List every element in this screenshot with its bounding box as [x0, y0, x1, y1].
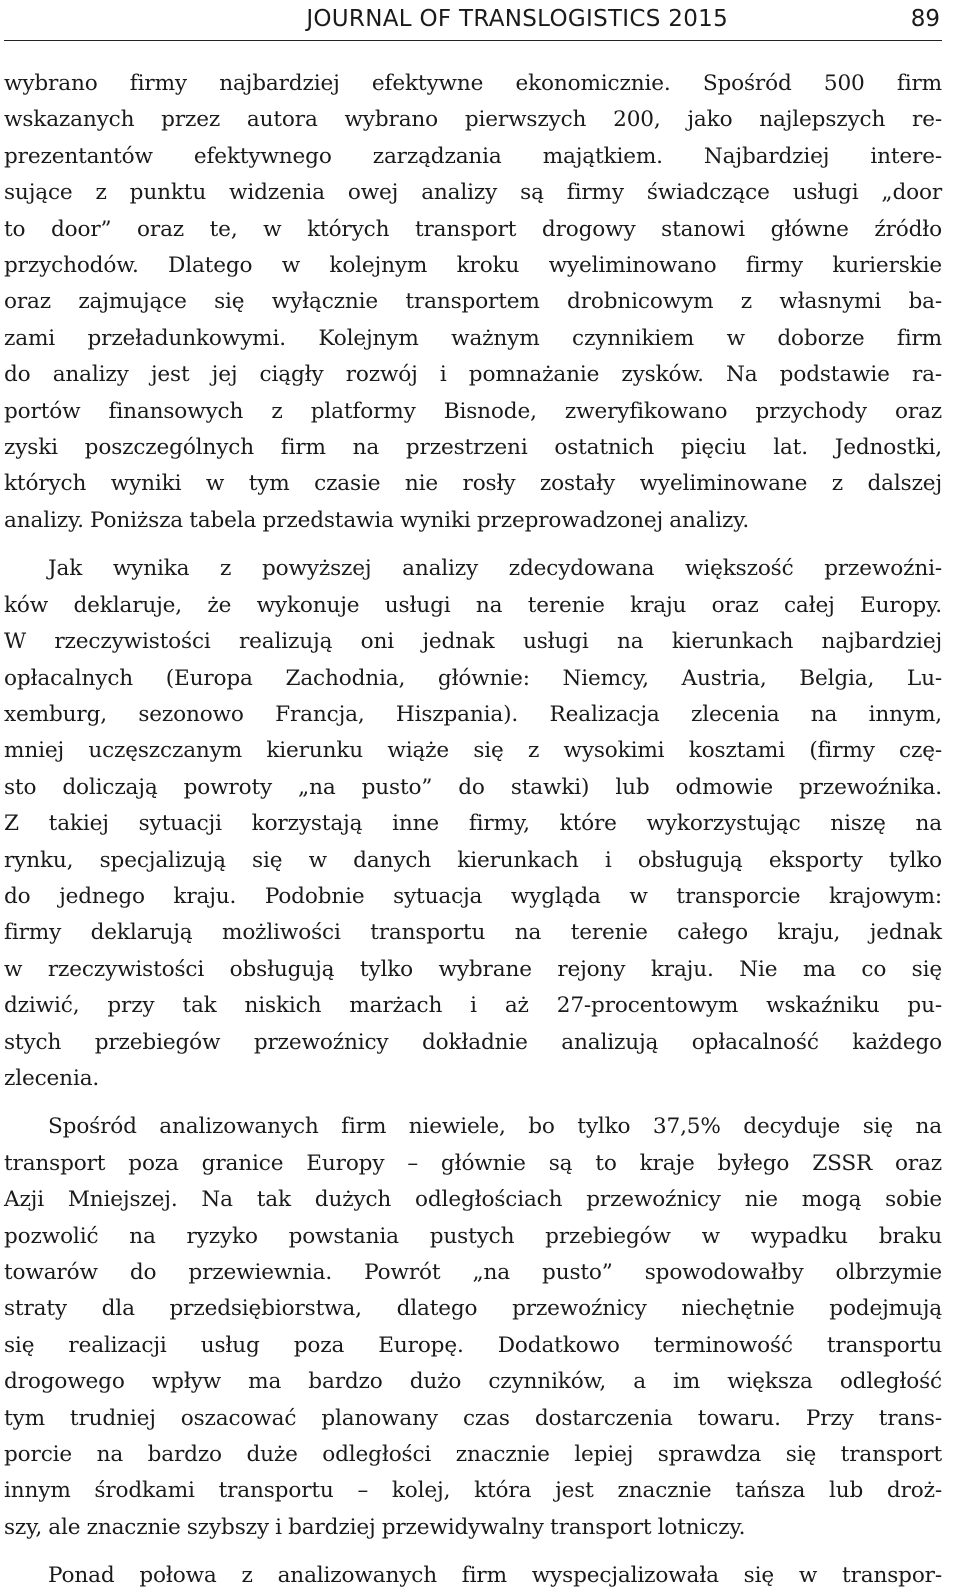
text-line: opłacalnych (Europa Zachodnia, głównie: Niemcy, Austria, Belgia, Lu-: [4, 665, 942, 691]
text-line: Ponad połowa z analizowanych firm wyspecjalizowała się w transpor-: [48, 1563, 942, 1589]
text-line: zami przeładunkowymi. Kolejnym ważnym czynnikiem w doborze firm: [4, 325, 942, 351]
text-line: analizy. Poniższa tabela przedstawia wyniki przeprowadzonej analizy.: [4, 507, 750, 533]
text-line: zyski poszczególnych firm na przestrzeni ostatnich pięciu lat. Jednostki,: [4, 435, 942, 461]
text-line: się realizacji usług poza Europę. Dodatkowo terminowość transportu: [4, 1332, 942, 1358]
text-line: transport poza granice Europy – głównie są to kraje byłego ZSSR oraz: [4, 1150, 942, 1176]
text-line: Z takiej sytuacji korzystają inne firmy, które wykorzystując niszę na: [4, 811, 942, 837]
text-line: pozwolić na ryzyko powstania pustych przebiegów w wypadku braku: [4, 1223, 942, 1249]
text-line: mniej uczęszczanym kierunku wiąże się z wysokimi kosztami (firmy czę-: [4, 738, 942, 764]
paragraph: [4, 1558, 942, 1594]
text-line: których wyniki w tym czasie nie rosły zostały wyeliminowane z dalszej: [4, 471, 942, 497]
text-line: szy, ale znacznie szybszy i bardziej przewidywalny transport lotniczy.: [4, 1514, 746, 1540]
text-line: to door” oraz te, w których transport drogowy stanowi główne źródło: [4, 216, 942, 242]
running-header: [4, 0, 942, 41]
paragraph: [4, 551, 942, 1097]
text-line: tym trudniej oszacować planowany czas dostarczenia towaru. Przy trans-: [4, 1405, 942, 1431]
text-line: xemburg, sezonowo Francja, Hiszpania). Realizacja zlecenia na innym,: [4, 701, 942, 727]
text-line: wskazanych przez autora wybrano pierwszych 200, jako najlepszych re-: [4, 107, 942, 133]
text-line: przychodów. Dlatego w kolejnym kroku wyeliminowano firmy kurierskie: [4, 253, 942, 279]
running-title: JOURNAL OF TRANSLOGISTICS 2015: [306, 6, 728, 32]
text-line: ków deklaruje, że wykonuje usługi na terenie kraju oraz całej Europy.: [4, 592, 942, 618]
text-line: W rzeczywistości realizują oni jednak usługi na kierunkach najbardziej: [4, 629, 942, 655]
text-line: towarów do przewiewnia. Powrót „na pusto” spowodowałby olbrzymie: [4, 1260, 942, 1285]
body-text: [4, 66, 942, 1595]
text-line: drogowego wpływ ma bardzo dużo czynników, a im większa odległość: [4, 1369, 942, 1395]
text-line: sto doliczają powroty „na pusto” do stawki) lub odmowie przewoźnika.: [4, 774, 942, 800]
text-line: innym środkami transportu – kolej, która jest znacznie tańsza lub droż-: [4, 1478, 942, 1504]
text-line: porcie na bardzo duże odległości znacznie lepiej sprawdza się transport: [4, 1442, 942, 1468]
text-line: do jednego kraju. Podobnie sytuacja wygląda w transporcie krajowym:: [4, 883, 942, 909]
paragraph: [4, 1109, 942, 1546]
text-line: Jak wynika z powyższej analizy zdecydowana większość przewoźni-: [48, 556, 942, 582]
text-line: dziwić, przy tak niskich marżach i aż 27-procentowym wskaźniku pu-: [4, 993, 942, 1019]
page-number: 89: [910, 6, 940, 32]
journal-page: [4, 0, 942, 1596]
text-line: zlecenia.: [4, 1065, 100, 1091]
text-line: rynku, specjalizują się w danych kierunkach i obsługują eksporty tylko: [4, 847, 942, 873]
text-line: Spośród analizowanych firm niewiele, bo tylko 37,5% decyduje się na: [48, 1114, 942, 1140]
text-line: stych przebiegów przewoźnicy dokładnie analizują opłacalność każdego: [4, 1029, 942, 1055]
text-line: oraz zajmujące się wyłącznie transportem drobnicowym z własnymi ba-: [4, 289, 942, 315]
text-line: sujące z punktu widzenia owej analizy są firmy świadczące usługi „door: [4, 180, 942, 206]
text-line: wybrano firmy najbardziej efektywne ekonomicznie. Spośród 500 firm: [4, 71, 942, 96]
text-line: firmy deklarują możliwości transportu na terenie całego kraju, jednak: [4, 920, 942, 946]
text-line: straty dla przedsiębiorstwa, dlatego przewoźnicy niechętnie podejmują: [4, 1296, 942, 1322]
text-line: Azji Mniejszej. Na tak dużych odległościach przewoźnicy nie mogą sobie: [4, 1187, 942, 1213]
paragraph: [4, 66, 942, 539]
text-line: prezentantów efektywnego zarządzania majątkiem. Najbardziej intere-: [4, 143, 942, 169]
text-line: portów finansowych z platformy Bisnode, zweryfikowano przychody oraz: [4, 398, 942, 424]
text-line: w rzeczywistości obsługują tylko wybrane rejony kraju. Nie ma co się: [4, 956, 942, 982]
text-line: do analizy jest jej ciągły rozwój i pomnażanie zysków. Na podstawie ra-: [4, 362, 942, 388]
